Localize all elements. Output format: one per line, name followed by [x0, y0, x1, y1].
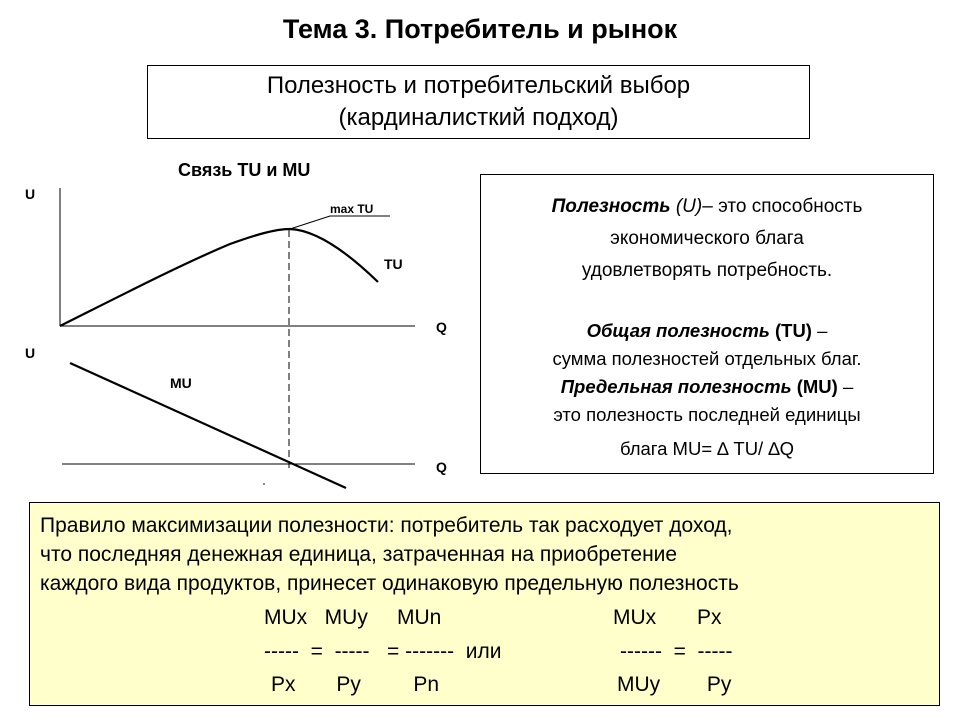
utility-symbol: (U)	[675, 196, 703, 217]
max-tu-label: max TU	[330, 202, 374, 216]
tu-curve	[60, 229, 378, 326]
top-y-label: U	[25, 186, 36, 202]
total-utility-line	[481, 317, 933, 345]
total-utility-text: сумма полезностей отдельных благ.	[552, 348, 862, 369]
rule-line-1: Правило максимизации полезности: потребитель так расходует доход,	[40, 514, 733, 537]
subtitle-line-1: Полезность и потребительский выбор	[266, 72, 691, 99]
max-tu-leader	[290, 216, 390, 229]
utility-definition-line-1	[481, 191, 933, 223]
rule-line-3: каждого вида продуктов, принесет одинаковую предельную полезность	[40, 572, 739, 595]
page-title: Тема 3. Потребитель и рынок	[282, 14, 678, 44]
formula-bot-left: Px Py Pn	[271, 673, 440, 696]
formula-top-right: MUx Px	[613, 606, 722, 629]
definitions-box	[480, 174, 934, 474]
formula-mid-left: ----- = ----- = ------- или	[264, 640, 502, 663]
rule-line-2: что последняя денежная единица, затраченная на приобретение	[40, 543, 678, 566]
mu-line	[70, 363, 346, 488]
mu-label: MU	[170, 375, 192, 391]
utility-text-1: – это способность	[702, 196, 863, 217]
marginal-utility-symbol: (MU)	[796, 376, 838, 397]
tu-mu-chart	[0, 170, 470, 500]
formula-top-left: MUx MUy MUn	[264, 606, 442, 629]
marginal-utility-dash: –	[842, 376, 854, 397]
maximization-rule-box	[29, 502, 940, 706]
formula-mid-right: ------ = -----	[620, 640, 733, 663]
subtitle-box	[147, 65, 810, 139]
top-x-label: Q	[436, 319, 447, 335]
total-utility-dash: –	[817, 320, 828, 341]
tu-label: TU	[384, 256, 403, 272]
subtitle-line-2: (кардиналисткий подход)	[338, 104, 619, 131]
marginal-utility-formula: блага MU= ∆ TU/ ∆Q	[619, 438, 795, 459]
marginal-utility-text-1: это полезность последней единицы	[553, 404, 861, 425]
bottom-x-label: Q	[436, 459, 447, 475]
chart-heading: Связь TU и MU	[178, 160, 311, 180]
bottom-y-label: U	[25, 345, 36, 361]
rule-text	[40, 511, 930, 598]
utility-text-2: экономического блага	[610, 228, 804, 249]
total-utility-term: Общая полезность	[586, 320, 770, 341]
marginal-utility-term: Предельная полезность	[560, 376, 792, 397]
marginal-utility-line	[481, 373, 933, 401]
utility-term: Полезность	[551, 196, 671, 217]
stray-dot	[263, 483, 265, 485]
formula-bot-right: MUy Py	[617, 673, 732, 696]
total-utility-symbol: (TU)	[774, 320, 812, 341]
utility-text-3: удовлетворять потребность.	[581, 260, 833, 281]
